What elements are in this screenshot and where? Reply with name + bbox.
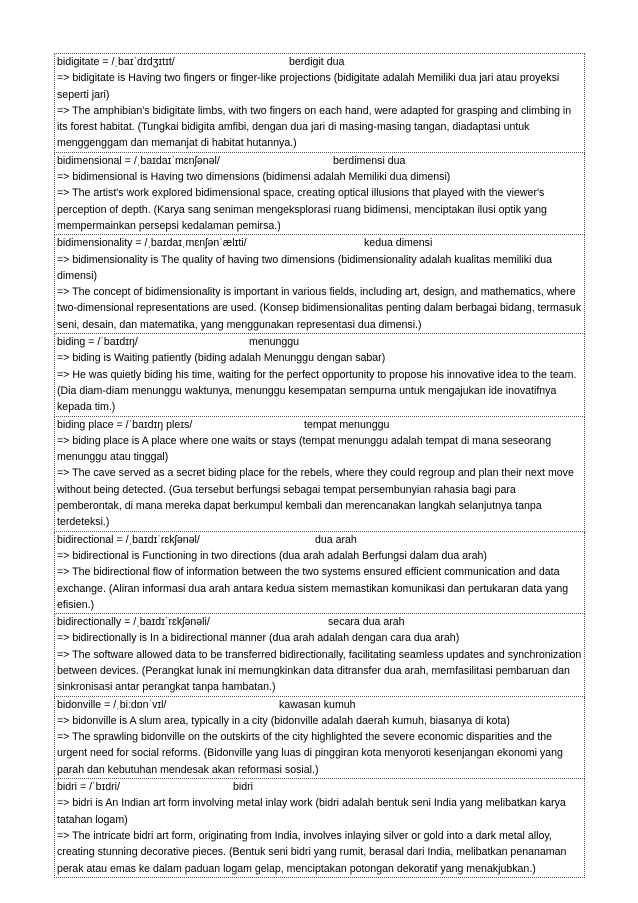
- definition: => bidonville is A slum area, typically in a city (bidonville adalah daerah kumuh, biasanya di kota): [57, 714, 510, 727]
- headword: biding place = /ˈbaɪdɪŋ pleɪs/: [57, 418, 193, 431]
- translation: berdimensi dua: [333, 154, 406, 167]
- translation: tempat menunggu: [304, 418, 390, 431]
- definition: => bidri is An Indian art form involving metal inlay work (bidri adalah bentuk seni India yang melibatkan karya tatahan logam): [57, 797, 566, 826]
- translation: berdigit dua: [289, 56, 345, 68]
- translation: secara dua arah: [328, 616, 405, 629]
- example: => The sprawling bidonville on the outskirts of the city highlighted the severe economic disparities and the urgent need for social reforms. (Bidonville yang luas di pinggiran kota menyoroti kesenjangan ekonomi yang parah dan kebutuhan mendesak akan reformasi sosial.): [57, 731, 563, 776]
- dictionary-page: [54, 53, 585, 878]
- definition: => bidimensional is Having two dimensions (bidimensi adalah Memiliki dua dimensi): [57, 171, 451, 184]
- entry-bidimensional: [54, 153, 585, 235]
- example: => The cave served as a secret biding place for the rebels, where they could regroup and plan their next move without being detected. (Gua tersebut berfungsi sebagai tempat persembunyian rahasia bagi para pemberontak, di mana mereka dapat berkumpul kembali dan merencanakan langkah selanjutnya tanpa terdeteksi.): [57, 467, 574, 529]
- example: => The bidirectional flow of information between the two systems ensured efficient communication and data exchange. (Aliran informasi dua arah antara kedua sistem memastikan komunikasi dan pertukaran data yang efisien.): [57, 566, 569, 611]
- headword: bidimensional = /ˌbaɪdaɪˈmɛnʃənəl/: [57, 154, 220, 167]
- example: => The software allowed data to be transferred bidirectionally, facilitating seamless updates and synchronization between devices. (Perangkat lunak ini memungkinkan data ditransfer dua arah, memfasilitasi pembaruan dan sinkronisasi antar perangkat tanpa hambatan.): [57, 648, 582, 694]
- example: => The artist's work explored bidimensional space, creating optical illusions that played with the viewer's perception of depth. (Karya sang seniman mengeksplorasi ruang bidimensi, menciptakan ilusi optik yang mempermainkan persepsi kedalaman pemirsa.): [57, 187, 547, 232]
- headword: biding = /ˈbaɪdɪŋ/: [57, 336, 138, 349]
- translation: dua arah: [315, 533, 357, 546]
- definition: => biding place is A place where one waits or stays (tempat menunggu adalah tempat di mana seseorang menunggu atau tinggal): [57, 434, 552, 464]
- headword: bidonville = /ˌbiːdɒnˈvɪl/: [57, 698, 167, 711]
- entry-bidirectionally: [54, 614, 585, 696]
- headword: bidimensionality = /ˌbaɪdaɪˌmɛnʃənˈælɪti/: [57, 237, 247, 250]
- example: => The amphibian's bidigitate limbs, with two fingers on each hand, were adapted for grasping and climbing in its forest habitat. (Tungkai bidigita amfibi, dengan dua jari di masing-masing tangan, diadaptasi untuk menggenggam dan memanjat di habitat hutannya.): [57, 104, 572, 150]
- example: => The concept of bidimensionality is important in various fields, including art, design, and mathematics, where two-dimensional representations are used. (Konsep bidimensionalitas penting dalam berbagai bidang, termasuk seni, desain, dan matematika, yang menggunakan representasi dua dimensi.): [57, 286, 582, 331]
- headword: bidigitate = /ˌbaɪˈdɪdʒɪtɪt/: [57, 56, 175, 68]
- definition: => bidirectional is Functioning in two directions (dua arah adalah Berfungsi dalam dua arah): [57, 549, 487, 562]
- headword: bidirectional = /ˌbaɪdɪˈrɛkʃənəl/: [57, 533, 200, 546]
- example: => He was quietly biding his time, waiting for the perfect opportunity to propose his innovative idea to the team. (Dia diam-diam menunggu waktunya, menunggu kesempatan sempurna untuk mengajukan ide inovatifnya kepada tim.): [57, 368, 577, 414]
- definition: => bidirectionally is In a bidirectional manner (dua arah adalah dengan cara dua arah): [57, 632, 460, 645]
- entry-bidigitate: [54, 53, 585, 153]
- translation: bidri: [233, 781, 254, 794]
- translation: kedua dimensi: [364, 237, 433, 250]
- definition: => bidigitate is Having two fingers or finger-like projections (bidigitate adalah Memiliki dua jari atau proyeksi seperti jari): [57, 72, 560, 101]
- entry-biding-place: [54, 417, 585, 532]
- definition: => bidimensionality is The quality of having two dimensions (bidimensionality adalah kualitas memiliki dua dimensi): [57, 253, 553, 282]
- entry-biding: [54, 334, 585, 416]
- headword: bidirectionally = /ˌbaɪdɪˈrɛkʃənəli/: [57, 616, 210, 629]
- entry-bidri: [54, 779, 585, 878]
- entry-bidirectional: [54, 532, 585, 614]
- translation: menunggu: [249, 336, 300, 349]
- headword: bidri = /ˈbɪdri/: [57, 781, 120, 794]
- definition: => biding is Waiting patiently (biding adalah Menunggu dengan sabar): [57, 352, 386, 365]
- example: => The intricate bidri art form, originating from India, involves inlaying silver or gold into a dark metal alloy, creating stunning decorative pieces. (Bentuk seni bidri yang rumit, berasal dari India, melibatkan penanaman perak atau emas ke dalam paduan logam gelap, menciptakan potongan dekoratif yang menakjubkan.): [57, 829, 567, 875]
- translation: kawasan kumuh: [279, 698, 356, 711]
- entry-bidimensionality: [54, 235, 585, 334]
- entry-bidonville: [54, 697, 585, 779]
